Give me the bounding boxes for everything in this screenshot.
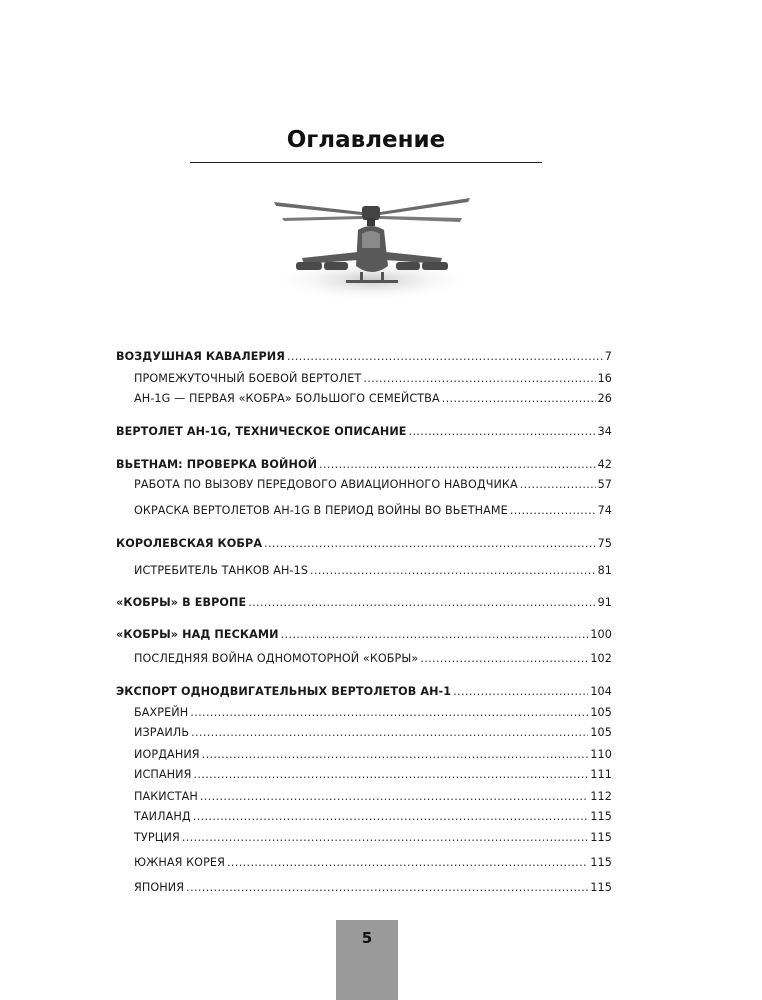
- helicopter-illustration: [262, 188, 482, 310]
- toc-entry-page: 7: [604, 350, 612, 363]
- toc-entry-title: ТУРЦИЯ: [134, 831, 180, 844]
- toc-subsection-entry: [116, 478, 612, 496]
- toc-subsection-entry: [116, 856, 612, 874]
- toc-subsection-entry: [116, 768, 612, 786]
- toc-leader-dots: [182, 831, 589, 844]
- toc-entry-page: 105: [590, 706, 612, 719]
- toc-entry-title: ПРОМЕЖУТОЧНЫЙ БОЕВОЙ ВЕРТОЛЕТ: [134, 372, 362, 385]
- toc-subsection-entry: [116, 392, 612, 410]
- toc-entry-title: ЯПОНИЯ: [134, 881, 185, 894]
- toc-leader-dots: [510, 504, 596, 517]
- toc-entry-page: 42: [597, 458, 612, 471]
- toc-entry-page: 91: [597, 596, 612, 609]
- toc-leader-dots: [193, 810, 589, 823]
- toc-subsection-entry: [116, 881, 612, 899]
- toc-entry-page: 115: [590, 881, 612, 894]
- toc-entry-page: 110: [590, 748, 612, 761]
- toc-leader-dots: [194, 768, 589, 781]
- toc-section-entry: [116, 596, 612, 614]
- toc-entry-title: АН-1G — ПЕРВАЯ «КОБРА» БОЛЬШОГО СЕМЕЙСТВА: [134, 392, 440, 405]
- toc-leader-dots: [200, 790, 588, 803]
- toc-subsection-entry: [116, 652, 612, 670]
- toc-entry-title: БАХРЕЙН: [134, 706, 189, 719]
- toc-leader-dots: [281, 628, 589, 641]
- page-title: Оглавление: [286, 127, 446, 153]
- toc-entry-page: 74: [597, 504, 612, 517]
- toc-section-entry: [116, 685, 612, 703]
- title-divider: [190, 162, 542, 163]
- toc-entry-page: 100: [590, 628, 612, 641]
- toc-leader-dots: [409, 425, 596, 438]
- toc-leader-dots: [264, 537, 595, 550]
- toc-leader-dots: [453, 685, 588, 698]
- toc-subsection-entry: [116, 810, 612, 828]
- toc-entry-page: 26: [597, 392, 612, 405]
- toc-entry-page: 105: [590, 726, 612, 739]
- toc-leader-dots: [227, 856, 588, 869]
- toc-entry-title: ТАИЛАНД: [134, 810, 191, 823]
- toc-section-entry: [116, 458, 612, 476]
- toc-leader-dots: [420, 652, 588, 665]
- toc-section-entry: [116, 350, 612, 368]
- toc-entry-title: ЭКСПОРТ ОДНОДВИГАТЕЛЬНЫХ ВЕРТОЛЕТОВ АН-1: [116, 685, 452, 698]
- toc-leader-dots: [287, 350, 603, 363]
- toc-entry-title: ВОЗДУШНАЯ КАВАЛЕРИЯ: [116, 350, 285, 363]
- toc-leader-dots: [319, 458, 596, 471]
- toc-entry-title: ВЕРТОЛЕТ АН-1G, ТЕХНИЧЕСКОЕ ОПИСАНИЕ: [116, 425, 407, 438]
- toc-subsection-entry: [116, 564, 612, 582]
- toc-subsection-entry: [116, 372, 612, 390]
- toc-entry-page: 16: [597, 372, 612, 385]
- toc-entry-page: 115: [590, 810, 612, 823]
- toc-leader-dots: [363, 372, 595, 385]
- toc-entry-title: «КОБРЫ» НАД ПЕСКАМИ: [116, 628, 279, 641]
- page-number-tab: [336, 920, 398, 1000]
- toc-subsection-entry: [116, 706, 612, 724]
- toc-entry-page: 112: [590, 790, 612, 803]
- toc-entry-title: КОРОЛЕВСКАЯ КОБРА: [116, 537, 263, 550]
- toc-subsection-entry: [116, 790, 612, 808]
- toc-subsection-entry: [116, 831, 612, 849]
- toc-entry-title: «КОБРЫ» В ЕВРОПЕ: [116, 596, 247, 609]
- toc-entry-title: ПОСЛЕДНЯЯ ВОЙНА ОДНОМОТОРНОЙ «КОБРЫ»: [134, 652, 419, 665]
- toc-entry-title: ВЬЕТНАМ: ПРОВЕРКА ВОЙНОЙ: [116, 458, 318, 471]
- toc-entry-title: ЮЖНАЯ КОРЕЯ: [134, 856, 225, 869]
- toc-entry-page: 75: [597, 537, 612, 550]
- toc-leader-dots: [190, 706, 588, 719]
- toc-leader-dots: [442, 392, 596, 405]
- toc-leader-dots: [310, 564, 596, 577]
- toc-leader-dots: [186, 881, 588, 894]
- toc-entry-title: РАБОТА ПО ВЫЗОВУ ПЕРЕДОВОГО АВИАЦИОННОГО НАВОДЧИКА: [134, 478, 518, 491]
- toc-entry-page: 111: [590, 768, 612, 781]
- toc-entry-page: 57: [597, 478, 612, 491]
- toc-leader-dots: [191, 726, 588, 739]
- toc-subsection-entry: [116, 748, 612, 766]
- toc-leader-dots: [202, 748, 589, 761]
- toc-entry-page: 115: [590, 831, 612, 844]
- toc-entry-title: ИСПАНИЯ: [134, 768, 192, 781]
- toc-subsection-entry: [116, 726, 612, 744]
- toc-entry-title: ИСТРЕБИТЕЛЬ ТАНКОВ АН-1S: [134, 564, 309, 577]
- toc-entry-title: ИОРДАНИЯ: [134, 748, 200, 761]
- toc-leader-dots: [248, 596, 595, 609]
- toc-entry-page: 102: [590, 652, 612, 665]
- toc-leader-dots: [520, 478, 596, 491]
- toc-section-entry: [116, 537, 612, 555]
- toc-entry-page: 104: [590, 685, 612, 698]
- toc-entry-page: 81: [597, 564, 612, 577]
- toc-entry-page: 34: [597, 425, 612, 438]
- toc-subsection-entry: [116, 504, 612, 522]
- page-number: 5: [361, 929, 373, 947]
- toc-entry-page: 115: [590, 856, 612, 869]
- toc-entry-title: ПАКИСТАН: [134, 790, 198, 803]
- toc-section-entry: [116, 425, 612, 443]
- toc-entry-title: ОКРАСКА ВЕРТОЛЕТОВ АН-1G В ПЕРИОД ВОЙНЫ ВО ВЬЕТНАМЕ: [134, 504, 508, 517]
- toc-section-entry: [116, 628, 612, 646]
- toc-entry-title: ИЗРАИЛЬ: [134, 726, 190, 739]
